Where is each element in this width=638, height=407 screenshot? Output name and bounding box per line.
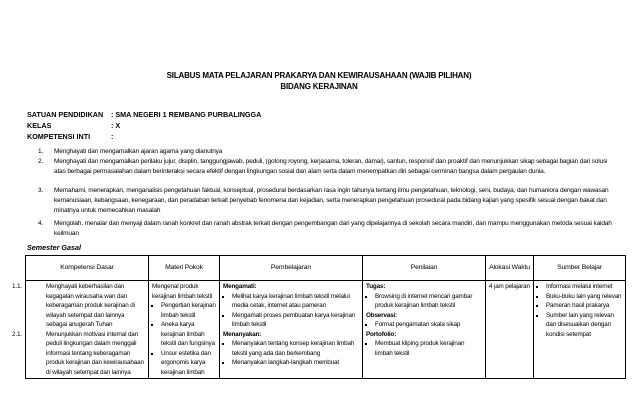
materi-list (152, 301, 216, 377)
semester-heading: Semester Gasal (27, 243, 81, 252)
kd-number: 1.1. (12, 283, 22, 290)
header-pembelajaran: Pembelajaran (220, 256, 363, 281)
kd-cell (12, 281, 149, 379)
penilaian-cell (363, 281, 486, 379)
header-alokasi-waktu: Alokasi Waktu (486, 256, 534, 281)
kd-number: 2.1. (12, 330, 22, 338)
pembelajaran-heading-mengamati: Mengamati: (223, 283, 257, 290)
pembelajaran-cell (220, 281, 363, 379)
core-competency-1 (38, 147, 618, 157)
list-item: ▪ Informasi melalui internet (546, 282, 622, 292)
list-item: ▪ Unsur estetika dan ergonomis karya kerajinan limbah (161, 349, 216, 378)
alokasi-cell: 4 jam pelajaran (486, 281, 534, 379)
list-item: ▪ Mengamati proses pembuatan karya kerajinan limbah tekstil (232, 311, 359, 330)
list-item: ▪ Aneka karya kerajinan limbah tekstil dan fungsinya (161, 320, 216, 349)
identity-row-school (27, 110, 261, 120)
table-row (26, 281, 626, 379)
core-competency-4 (38, 219, 618, 239)
kd-item (12, 282, 145, 330)
document-title: SILABUS MATA PELAJARAN PRAKARYA DAN KEWIRAUSAHAAN (WAJIB PILIHAN) (166, 71, 472, 80)
competency-number: 2. (38, 158, 44, 165)
list-item: ▪ Membuat kliping produk kerajinan limbah tekstil (375, 339, 482, 358)
penilaian-heading-tugas: Tugas: (366, 283, 386, 290)
header-penilaian: Penilaian (363, 256, 486, 281)
identity-row-class (27, 121, 120, 131)
list-item: ▪ Sumber lain yang relevan dan disesuaikan dengan kondisi setempat (546, 311, 622, 340)
identity-label: SATUAN PENDIDIKAN (27, 110, 104, 119)
kd-text: Menunjukkan motivasi internal dan peduli lingkungan dalam menggali informasi tentang keberagaman produk kerajinan dan kewirausahaan di wilayah setempat dan lainnya (46, 330, 144, 376)
competency-text: Menghayati dan mengamalkan ajaran agama yang dianutnya (54, 148, 223, 155)
competency-text: Mengolah, menalar dan menyaji dalam ranah konkret dan ranah abstrak terkait dengan pengembangan dari yang dipelajarinya di sekolah secara mandiri, dan mampu menggunakan metoda sesuai kaidah keilmuan (54, 220, 612, 237)
penilaian-list (366, 320, 482, 330)
identity-row-ki (27, 132, 113, 142)
sumber-cell (534, 281, 626, 379)
materi-cell (149, 281, 220, 379)
core-competency-2 (38, 157, 618, 177)
core-competency-3 (38, 186, 618, 216)
penilaian-heading-portofolio: Portofolio: (366, 330, 397, 338)
header-materi-pokok: Materi Pokok (149, 256, 220, 281)
list-item: ▪ Pameran hasil prakarya (546, 301, 622, 311)
penilaian-list (366, 339, 482, 358)
list-item: ▪ Format pengamatan skala sikap (375, 320, 482, 330)
header-kompetensi-dasar: Kompetensi Dasar (26, 256, 149, 281)
table-header-row (26, 256, 626, 281)
penilaian-heading-observasi: Observasi: (366, 311, 398, 319)
syllabus-table (12, 255, 626, 379)
list-item: ▪ Browsing di internet mencari gambar produk kerajinan limbah tekstil (375, 292, 482, 311)
kd-item (12, 330, 145, 378)
identity-value: : (111, 132, 114, 141)
document-subtitle: BIDANG KERAJINAN (280, 82, 358, 91)
pembelajaran-list (223, 292, 359, 330)
identity-value: : SMA NEGERI 1 REMBANG PURBALINGGA (111, 110, 262, 119)
pembelajaran-heading-menanyakan: Menanyakan: (223, 330, 262, 338)
pembelajaran-list (223, 339, 359, 368)
header-sumber-belajar: Sumber Belajar (534, 256, 626, 281)
list-item: ▪ Menanyakan tentang konsep kerajinan limbah tekstil yang ada dan berkembang (232, 339, 359, 358)
identity-label: KELAS (27, 121, 52, 130)
list-item: ▪ Melihat karya kerajinan limbah tekstil melalui media cetak, internet atau pameran (232, 292, 359, 311)
competency-number: 3. (38, 187, 44, 194)
competency-number: 1. (38, 148, 44, 155)
list-item: ▪ Buku-buku lain yang relevan (546, 292, 622, 302)
competency-text: Menghayati dan mengamalkan perilaku jujur, disiplin, tanggungjawab, peduli, (gotong royong, kerjasama, toleran, damai), santun, responsif dan proaktif dan menunjukkan sikap sebagai bagian dari solusi atas berbagai permasalahan dalam berinteraksi secara efektif dengan lingkungan sosial dan alam serta dalam menempatkan diri sebagai cerminan bangsa dalam pergaulan dunia. (54, 158, 608, 175)
list-item: ▪ Pengertian kerajinan limbah tekstil (161, 301, 216, 320)
kd-text: Menghayati keberhasilan dan kegagalan wirausaha wan dan keberagaman produk kerajinan di wilayah setempat dan lainnya sebagai anugerah Tuhan (46, 283, 135, 328)
identity-value: : X (111, 121, 121, 130)
competency-text: Memahami, menerapkan, menganalisis pengetahuan faktual, konseptual, prosedural berdasarkan rasa ingin tahunya tentang ilmu pengetahuan, teknologi, seni, budaya, dan humaniora dengan wawasan kemanusiaan, kebangsaan, kenegaraan, dan peradaban terkait penyebab fenomena dan kejadian, serta menerapkan pengetahuan prosedural pada bidang kajian yang spesifik sesuai dengan bakat dan minatnya untuk memecahkan masalah (54, 187, 609, 214)
identity-label: KOMPETENSI INTI (27, 132, 91, 141)
competency-number: 4. (38, 220, 44, 227)
penilaian-list (366, 292, 482, 311)
list-item: ▪ Menanyakan langkah-langkah membuat (232, 358, 359, 368)
sumber-list (537, 282, 622, 339)
materi-intro: Mengenal produk kerajinan limbah tekstil (152, 283, 213, 300)
